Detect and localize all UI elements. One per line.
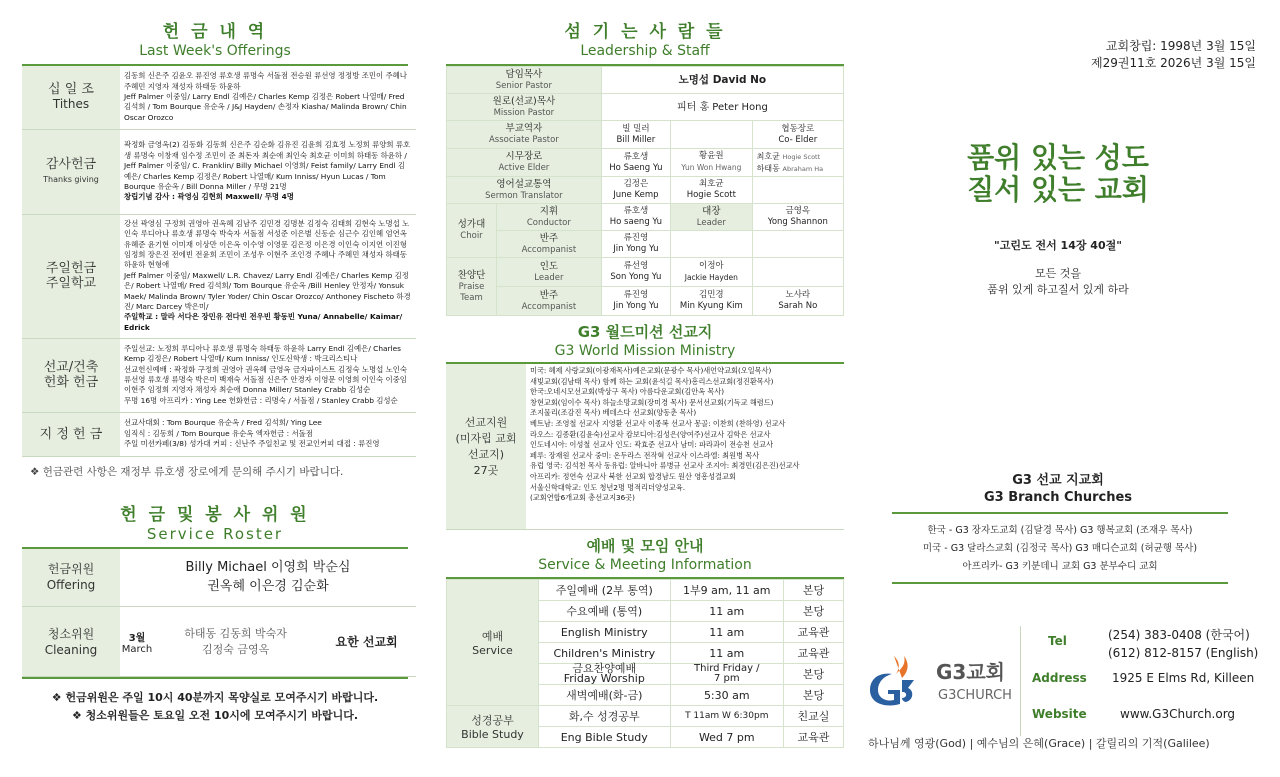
service-name: 금요찬양예배 Friday Worship (539, 664, 671, 685)
praise-acc-3: 노사라 Sarah No (752, 287, 843, 316)
praise-leader-2: 이정아 Jackie Hayden (671, 258, 753, 287)
offering-committee-label: 헌금위원 Offering (22, 549, 120, 607)
cleaning-label: 청소위원 Cleaning (22, 607, 120, 677)
divider (1020, 626, 1021, 736)
mission-offer-label: 선교/건축 헌화 헌금 (22, 338, 120, 412)
mission-line: 인도네시아: 이성철 선교사 인도: 곽효준 선교사 남미: 파라과이 전승천 선교사 (530, 440, 774, 450)
branch-item: 아프리카- G3 키분데니 교회 G3 분부수디 교회 (962, 561, 1158, 572)
tithes-text: 김동희 신은주 김윤오 류진영 류호생 류명숙 서돌점 전승원 류선영 정정방 조민이 주혜나 주혜민 지영자 채성자 하태동 하윤하 Jeff Palmer 이중임/ Larry Endl 김예은/ Charles Kemp 김정은 Robert 나열매/ Fred 김석희 / Tom Bourque 유순옥 / J&J Hayden/ 손정자 Kiasha/ Malinda Brown/ Chin Oscar Orozco (120, 66, 416, 129)
mission-label: 선교지원 (미자립 교회 선교지) 27곳 (446, 364, 526, 529)
motto-line-1: 품위 있는 성도 (967, 141, 1149, 174)
roster-note-2: ❖ 청소위원들은 토요일 오전 10시에 모여주시기 바랍니다. (71, 709, 359, 722)
table-row (447, 287, 844, 316)
service-name: 수요예배 (통역) (539, 601, 671, 622)
thanks-label: 감사헌금 Thanks giving (22, 129, 120, 214)
senior-pastor-label: 담임목사 Senior Pastor (447, 67, 602, 94)
mission-block (446, 364, 844, 530)
sunday-text: 강선 곽영심 구정희 권영아 권옥혜 김남주 김민경 김명분 김정숙 김태희 김현숙 노명섭 노인숙 루디아나 류호생 류명숙 박숙자 서돌점 서성준 이은별 신동순 심근수 김인혜 엄연옥 유혜준 윤기현 이미재 이상만 이은옥 이수영 이영문 김은정 이은경 이인숙 이지연 이진형 임정희 장은진 전에빈 전윤희 조민이 조성우 이현주 조인경 주혜나 주혜민 채성자 하태동 하윤하 현형애 Jeff Palmer 이중임/ Maxwell/ L.R. Chavez/ Larry Endl 김예은/ Charles Kemp 김정은/ Robert 나열매/ Fred 김석희/ Tom Bourque 유순옥 /Bill Henley 안정자/ Yonsuk Maek/ Malinda Brown/ Tyler Yoder/ Chin Oscar Orozco/ Anthoney Fischeto 하경진/ Marc Darcey 박은미/ 주일학교 : 말라 서다은 장민유 전다빈 전우빈 황동빈 Yuna/ Annabelle/ Kaimar/ Edrick (120, 214, 416, 338)
leadership-table (446, 66, 844, 316)
table-row (22, 607, 416, 677)
conductor-label: 지휘 Conductor (497, 204, 602, 231)
flame-g3-icon (866, 650, 918, 708)
service-name: 주일예배 (2부 통역) (539, 580, 671, 601)
praise-acc-label: 반주 Accompanist (497, 287, 602, 316)
motto (858, 142, 1258, 206)
mission-line: 미국: 혜제 사랑교회(이광재목사)예은교회(문광수 목사)새언약교회(오일목사) (530, 366, 772, 375)
elder-2: 황윤원 Yun Won Hwang (671, 149, 753, 177)
roster-title (0, 505, 430, 543)
roster-notes (0, 689, 430, 725)
designated-text: 선교사대회 : Tom Bourque 유순옥 / Fred 김석희/ Ying Lee 임직식 : 김동희 / Tom Bourque 유순옥 엑자헌금 : 서돌점 주일 미션카페(3/8) 성가대 커피 : 신난주 주일친교 및 전교인커피 대접 : 류진영 (120, 412, 416, 456)
service-place: 교육관 (784, 643, 844, 664)
table-row (22, 412, 416, 456)
mission-line: 서울신학대학교: 인도 청년2명 명적리더양성교육. (530, 482, 685, 492)
services-table (446, 579, 844, 748)
offerings-title (0, 0, 430, 60)
praise-acc-2: 김민경 Min Kyung Kim (671, 287, 753, 316)
praise-leader-label: 인도 Leader (497, 258, 602, 287)
bible-label: 성경공부 Bible Study (447, 706, 539, 748)
thanks-text: 곽정화 금영옥(2) 김동화 김동희 신은주 김순화 김유진 김윤희 김효정 노정희 류양희 류호생 류명숙 이창재 임수정 조민이 준 최돈자 최순애 최인숙 최호균 이미희 하태동 하윤하 / Jeff Palmer 이중임/ C. Franklin/ Billy Michael 이영희/ Feist family/ Larry Endl 김예은/ Charles Kemp 김정은/ Robert 나열매/ Kum Inniss/ Hyun Lucas / Tom Bourque 유순옥 / Bill Donna Miller / 무명 21명 창립기념 감사 : 곽영심 김현희 Maxwell/ 무명 4명 (120, 129, 416, 214)
issue-info (1091, 38, 1256, 72)
service-place: 본당 (784, 601, 844, 622)
service-time: Wed 7 pm (670, 727, 783, 748)
mission-title-ko: G3 월드미션 선교지 (577, 323, 713, 341)
cleaning-names: 하태동 김동희 박숙자 김정숙 금영옥 (154, 607, 317, 677)
founded-date: 교회창립: 1998년 3월 15일 (1105, 39, 1256, 53)
table-row (447, 121, 844, 149)
service-name: English Ministry (539, 622, 671, 643)
cover-column (858, 0, 1280, 777)
leadership-column (440, 0, 850, 777)
church-logo (866, 650, 1016, 710)
roster-table (22, 549, 416, 678)
logo-text-ko: G3교회 (936, 660, 1005, 684)
service-place: 본당 (784, 580, 844, 601)
translator-2: 최호균 Hogie Scott (671, 177, 753, 204)
offerings-title-en: Last Week's Offerings (139, 43, 291, 59)
translator-label: 영어설교통역 Sermon Translator (447, 177, 602, 204)
service-time: 1부9 am, 11 am (670, 580, 783, 601)
branch-item: 미국 - G3 달라스교회 (김정국 목사) G3 매디슨교회 (허균행 목사) (922, 543, 1198, 554)
elder-1: 류호생 Ho Saeng Yu (601, 149, 670, 177)
branch-title (858, 472, 1258, 506)
offering-committee-names: Billy Michael 이영희 박순심 권옥혜 이은경 김순화 (120, 549, 416, 607)
mission-title (440, 322, 850, 360)
service-place: 교육관 (784, 622, 844, 643)
table-row (447, 177, 844, 204)
elder-label: 시무장로 Active Elder (447, 149, 602, 177)
services-title-en: Service & Meeting Information (538, 557, 752, 573)
roster-title-ko: 헌 금 및 봉 사 위 원 (120, 504, 310, 525)
service-place: 본당 (784, 664, 844, 685)
service-name: 새벽예배(화-금) (539, 685, 671, 706)
praise-acc-1: 류진영 Jin Yong Yu (601, 287, 670, 316)
table-row (447, 706, 844, 727)
website-label: Website (1032, 707, 1087, 721)
service-place: 본당 (784, 685, 844, 706)
service-name: 화,수 성경공부 (539, 706, 671, 727)
assoc-pastor-name: 빌 밀러 Bill Miller (601, 121, 670, 149)
service-time: Third Friday / 7 pm (670, 664, 783, 685)
logo-text-en: G3CHURCH (938, 688, 1012, 703)
accompanist-name: 류진영 Jin Yong Yu (601, 231, 670, 258)
verse-line-1: 모든 것을 (1034, 267, 1081, 280)
services-title (440, 536, 850, 574)
service-place: 교육관 (784, 727, 844, 748)
service-time: 11 am (670, 601, 783, 622)
branch-list (892, 512, 1228, 584)
mission-pastor-label: 원로(선교)목사 Mission Pastor (447, 94, 602, 121)
tel-label: Tel (1048, 634, 1067, 648)
leadership-title-en: Leadership & Staff (580, 43, 710, 59)
mission-line: 아프리카: 정연숙 선교사 북한 선교회 합경남도 원산 영흥성결교회 (530, 471, 736, 481)
designated-label: 지 정 헌 금 (22, 412, 120, 456)
mission-line: 라오스: 김종환(김윤숙)선교사 캄보디아:김성은(양여주)선교사 김학은 선교사 (530, 429, 771, 439)
table-row (447, 258, 844, 287)
choir-leader-name: 금영옥 Yong Shannon (752, 204, 843, 231)
roster-note-1: ❖ 헌금위원은 주일 10시 40분까지 목양실로 모여주시기 바랍니다. (51, 691, 379, 704)
mission-line: 베트남: 조영철 선교사 지영환 선교사 이종복 선교사 몽골: 이찬희 (찬하영) 선교사 (530, 418, 786, 428)
service-time: T 11am W 6:30pm (670, 706, 783, 727)
branch-title-ko: G3 선교 지교회 (1012, 473, 1104, 488)
cleaning-group: 요한 선교회 (317, 607, 416, 677)
address: 1925 E Elms Rd, Killeen (1112, 671, 1255, 685)
mission-line: 유럽 영국: 김석천 목사 동유럽: 알바니아 류병규 선교사 조지아: 최경민(김은진)선교사 (530, 461, 800, 471)
table-row (447, 94, 844, 121)
mission-line: (교회연합6개교회 총선교지36곳) (530, 493, 635, 503)
leadership-title (440, 0, 850, 60)
address-label: Address (1032, 671, 1087, 685)
branch-title-en: G3 Branch Churches (983, 490, 1133, 505)
mission-line: 페루: 장재원 선교사 중미: 온두라스 전작혁 선교사 이스라엘: 최원병 목사 (530, 450, 760, 460)
branch-item: 한국 - G3 장자도교회 (김달경 목사) G3 행복교회 (조재우 목사) (927, 525, 1193, 536)
issue-number: 제29권11호 2026년 3월 15일 (1091, 56, 1256, 70)
co-elder: 협동장로 Co- Elder (752, 121, 843, 149)
choir-label: 성가대 Choir (447, 204, 497, 258)
footer-slogan: 하나님께 영광(God) | 예수님의 은혜(Grace) | 갈릴리의 기적(Galilee) (868, 737, 1210, 750)
choir-leader-label: 대장 Leader (671, 204, 753, 231)
accompanist-label: 반주 Accompanist (497, 231, 602, 258)
translator-1: 김정은 June Kemp (601, 177, 670, 204)
verse-ref: "고린도 전서 14장 40절" (994, 239, 1122, 252)
service-place: 친교실 (784, 706, 844, 727)
service-name: Eng Bible Study (539, 727, 671, 748)
tel-numbers: (254) 383-0408 (한국어) (612) 812-8157 (English) (1108, 628, 1259, 660)
table-row (447, 580, 844, 601)
mission-pastor-name: 피터 홍 Peter Hong (601, 94, 843, 121)
service-time: 11 am (670, 622, 783, 643)
services-title-ko: 예배 및 모임 안내 (586, 537, 704, 555)
verse (858, 238, 1258, 298)
conductor-name: 류호생 Ho saeng Yu (601, 204, 670, 231)
assoc-pastor-label: 부교역자 Associate Pastor (447, 121, 602, 149)
website-link[interactable]: www.G3Church.org (1120, 707, 1236, 721)
table-row (22, 549, 416, 607)
offerings-table (22, 66, 416, 457)
table-row (22, 338, 416, 412)
mission-line: 새빛교회(김남태 목사) 함께 하는 교회(윤석길 목사)흥리스선교회(정진환목사) (530, 376, 774, 386)
service-time: 11 am (670, 643, 783, 664)
offerings-column (0, 0, 430, 777)
table-row (447, 67, 844, 94)
motto-line-2: 질서 있는 교회 (967, 173, 1149, 206)
mission-offer-text: 주일선교: 노정희 루디아나 류호생 류명숙 하태동 하윤하 Larry Endl 김예은/ Charles Kemp 김정은/ Robert 나열매/ Kum Inniss/ 인도신학생 : 박크리스티나 선교헌신예배 : 곽정화 구정희 권영아 권옥혜 금영옥 금자파이스트 김정숙 노명섭 노인숙 류선영 류호생 류명숙 박은미 백재숙 서돌점 신은주 안경자 이영문 이영희 이인숙 이중임 이현주 임정희 지영자 채성자 최순애 Donna Miller/ Stanley Crabb 김성순 무명 16명 아프리카 : Ying Lee 헌화헌금 : 리명숙 / 서돌점 / Stanley Crabb 김성순 (120, 338, 416, 412)
mission-line: 창현교회(임이수 목사) 하늘소망교회(장미경 목사) 문서선교회(기독교 해렴드) (530, 397, 774, 407)
worship-label: 예배 Service (447, 580, 539, 706)
leadership-title-ko: 섬 기 는 사 람 들 (564, 22, 726, 42)
offerings-title-ko: 헌 금 내 역 (162, 22, 268, 42)
sunday-label: 주일헌금 주일학교 (22, 214, 120, 338)
table-row (447, 231, 844, 258)
service-name: Children's Ministry (539, 643, 671, 664)
tithes-label: 십 일 조 Tithes (22, 66, 120, 129)
mission-title-en: G3 World Mission Ministry (554, 343, 736, 359)
senior-pastor-name: 노명섭 David No (601, 67, 843, 94)
mission-list (526, 364, 804, 529)
table-row (22, 66, 416, 129)
table-row (447, 204, 844, 231)
cleaning-month: 3월 March (120, 607, 154, 677)
praise-label: 찬양단 Praise Team (447, 258, 497, 316)
mission-line: 조지물리(조감진 목사) 베데스다 선교회(양동춘 목사) (530, 408, 697, 418)
divider (22, 677, 408, 679)
mission-line: 한국:오네시모선교회(박상구 목사) 아름다운교회(김안옥 목사) (530, 387, 725, 397)
verse-line-2: 품위 있게 하고질서 있게 하라 (987, 283, 1129, 296)
praise-leader-1: 류선영 Son Yong Yu (601, 258, 670, 287)
elder-3-4: 최호균 Hogie Scott 하태동 Abraham Ha (752, 149, 843, 177)
offerings-note: ❖ 헌금관련 사항은 재정부 류호생 장로에게 문의해 주시기 바랍니다. (30, 465, 344, 478)
service-time: 5:30 am (670, 685, 783, 706)
table-row (447, 149, 844, 177)
roster-title-en: Service Roster (146, 524, 284, 543)
table-row (22, 214, 416, 338)
table-row (22, 129, 416, 214)
